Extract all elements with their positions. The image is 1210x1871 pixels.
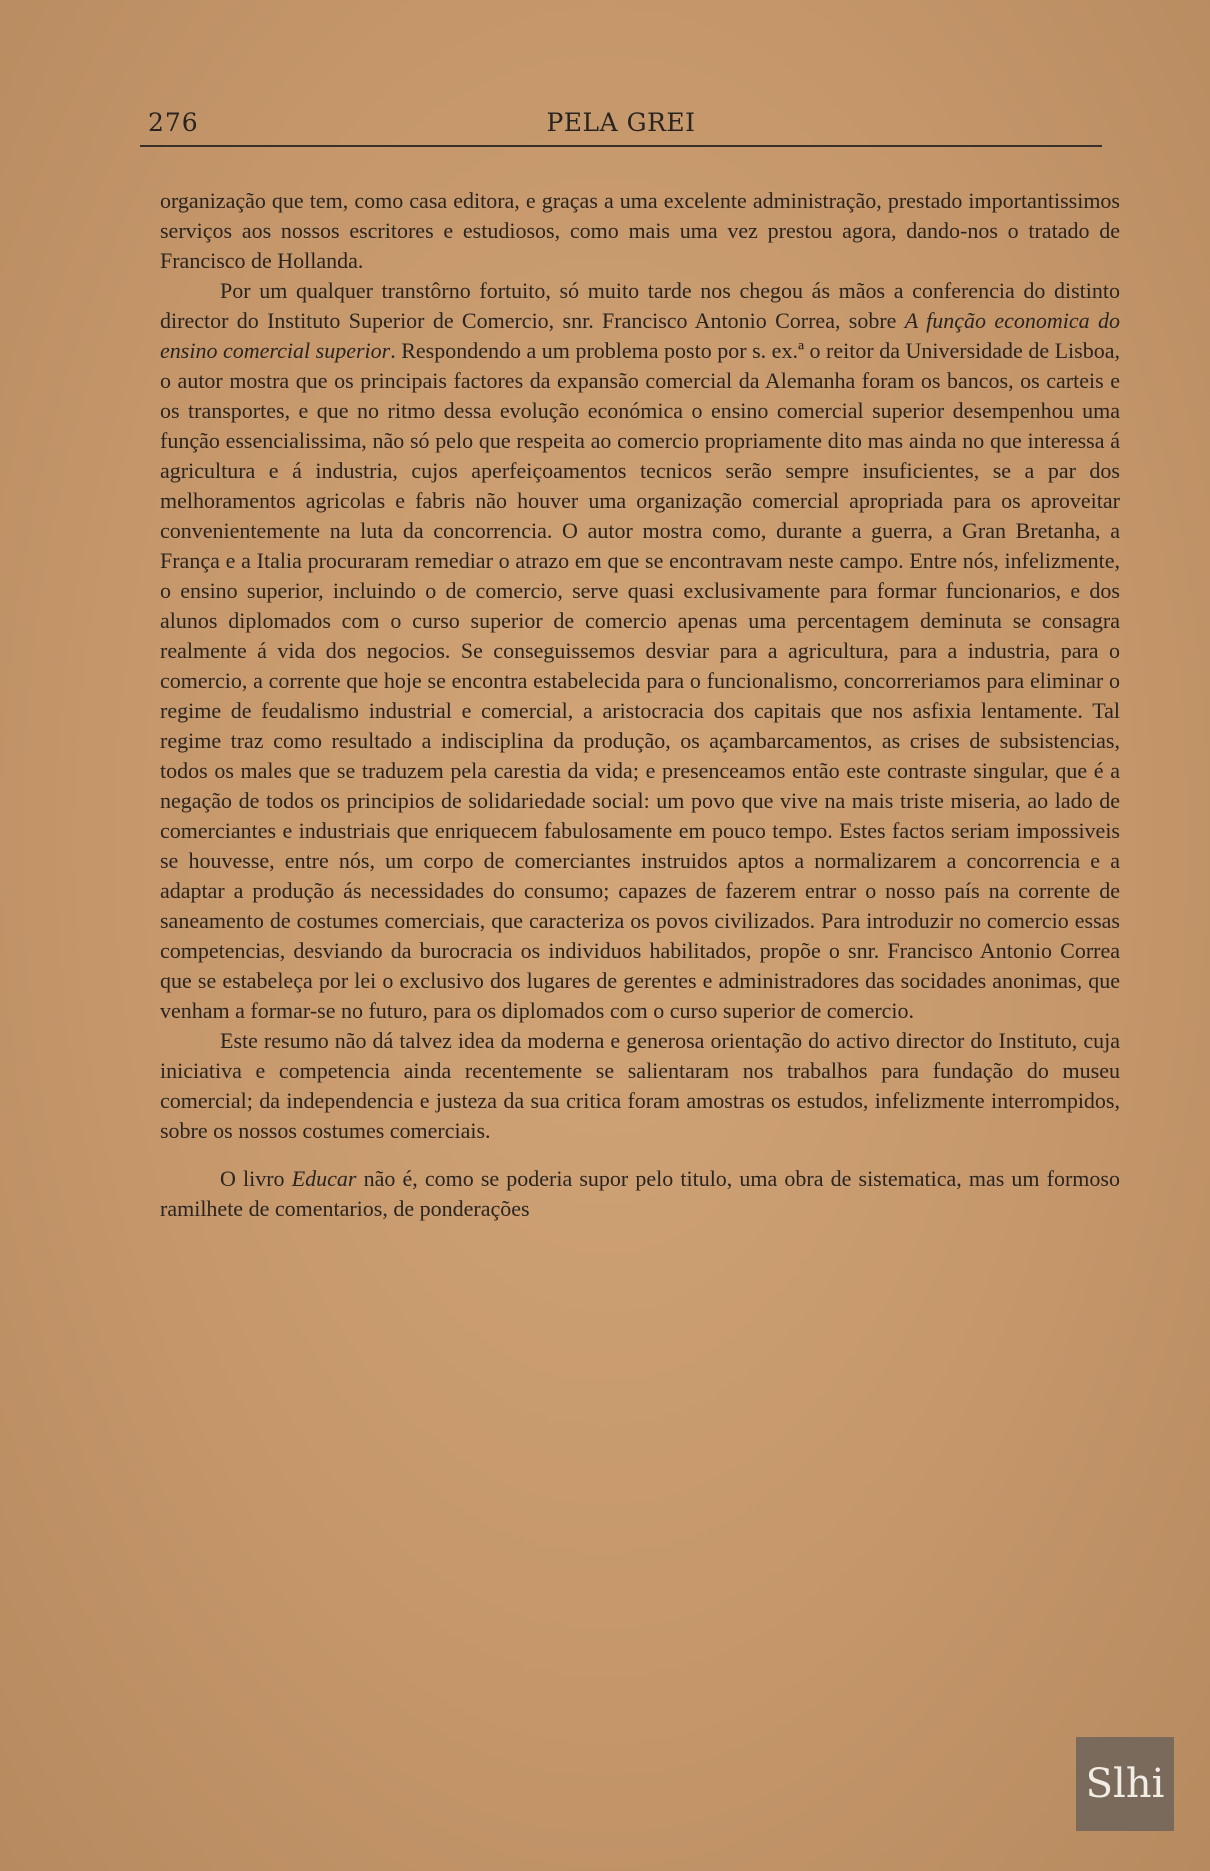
paragraph-1-text: organização que tem, como casa editora, e graças a uma excelente administração, prestado importantissimos serviços aos nossos escritores e estudiosos, como mais uma vez prestou agora, dando-nos o tratado de Francisco de Hollanda.: [160, 188, 1120, 273]
running-title: PELA GREI: [546, 108, 696, 137]
paragraph-2: [160, 276, 1120, 1026]
paragraph-4-text-b: não é, como se poderia supor pelo titulo, uma obra de sistematica, mas um formoso ramilhete de comentarios, de ponderações: [160, 1166, 1120, 1221]
paragraph-2-title-italic: A função economica do ensino comercial superior: [160, 308, 1121, 363]
library-logo-text: Slhi: [1085, 1761, 1165, 1807]
page-number: 276: [148, 108, 199, 137]
paragraph-2-text-b: . Respondendo a um problema posto por s. ex.ª o reitor da Universidade de Lisboa, o autor mostra que os principais factores da expansão comercial da Alemanha foram os bancos, os carteis e os transportes, e que no ritmo dessa evolução económica o ensino comercial superior desempenhou uma função essencialissima, não só pelo que respeita ao comercio propriamente dito mas ainda no que interessa á agricultura e á industria, cujos aperfeiçoamentos tecnicos serão sempre insuficientes, se a par dos melhoramentos agricolas e fabris não houver uma organização comercial apropriada para os aproveitar convenientemente na luta da concorrencia. O autor mostra como, durante a guerra, a Gran Bretanha, a França e a Italia procuraram remediar o atrazo em que se encontravam neste campo. Entre nós, infelizmente, o ensino superior, incluindo o de comercio, serve quasi exclusivamente para formar funcionarios, e dos alunos diplomados com o curso superior de comercio apenas uma percentagem deminuta se consagra realmente á vida dos negocios. Se conseguissemos desviar para a agricultura, para a industria, para o comercio, a corrente que hoje se encontra estabelecida para o funcionalismo, concorreriamos para eliminar o regime de feudalismo industrial e comercial, a aristocracia dos capitais que nos asfixia lentamente. Tal regime traz como resultado a indisciplina da produção, os açambarcamentos, as crises de subsistencias, todos os males que se traduzem pela carestia da vida; e presenceamos então este contraste singular, que é a negação de todos os principios de solidariedade social: um povo que vive na mais triste miseria, ao lado de comerciantes e industriais que enriquecem fabulosamente em pouco tempo. Estes factos seriam impossiveis se houvesse, entre nós, um corpo de comerciantes instruidos aptos a normalizarem a concorrencia e a adaptar a produção ás necessidades do consumo; capazes de fazerem entrar o nosso país na corrente de saneamento de costumes comerciais, que caracteriza os povos civilizados. Para introduzir no comercio essas competencias, desviando da burocracia os individuos habilitados, propõe o snr. Francisco Antonio Correa que se estabeleça por lei o exclusivo dos lugares de gerentes e administradores das socidades anonimas, que venham a formar-se no futuro, para os diplomados com o curso superior de comercio.: [160, 338, 1120, 1023]
page-header: [140, 104, 1102, 144]
paragraph-3-text: Este resumo não dá talvez idea da moderna e generosa orientação do activo director do Instituto, cuja iniciativa e competencia ainda recentemente se salientaram nos trabalhos para fundação do museu comercial; da independencia e justeza da sua critica foram amostras os estudos, infelizmente interrompidos, sobre os nossos costumes comerciais.: [160, 1028, 1120, 1143]
paragraph-2-text-a: Por um qualquer transtôrno fortuito, só muito tarde nos chegou ás mãos a conferencia do distinto director do Instituto Superior de Comercio, snr. Francisco Antonio Correa, sobre: [160, 278, 1120, 333]
header-rule: [140, 145, 1102, 147]
paragraph-4: [160, 1164, 1120, 1224]
paragraph-4-text-a: O livro: [220, 1166, 292, 1191]
paragraph-1: [160, 186, 1120, 276]
body-text: [160, 186, 1120, 1224]
paragraph-4-title-italic: Educar: [291, 1166, 357, 1191]
library-logo: [1076, 1737, 1174, 1831]
paragraph-3: [160, 1026, 1120, 1146]
